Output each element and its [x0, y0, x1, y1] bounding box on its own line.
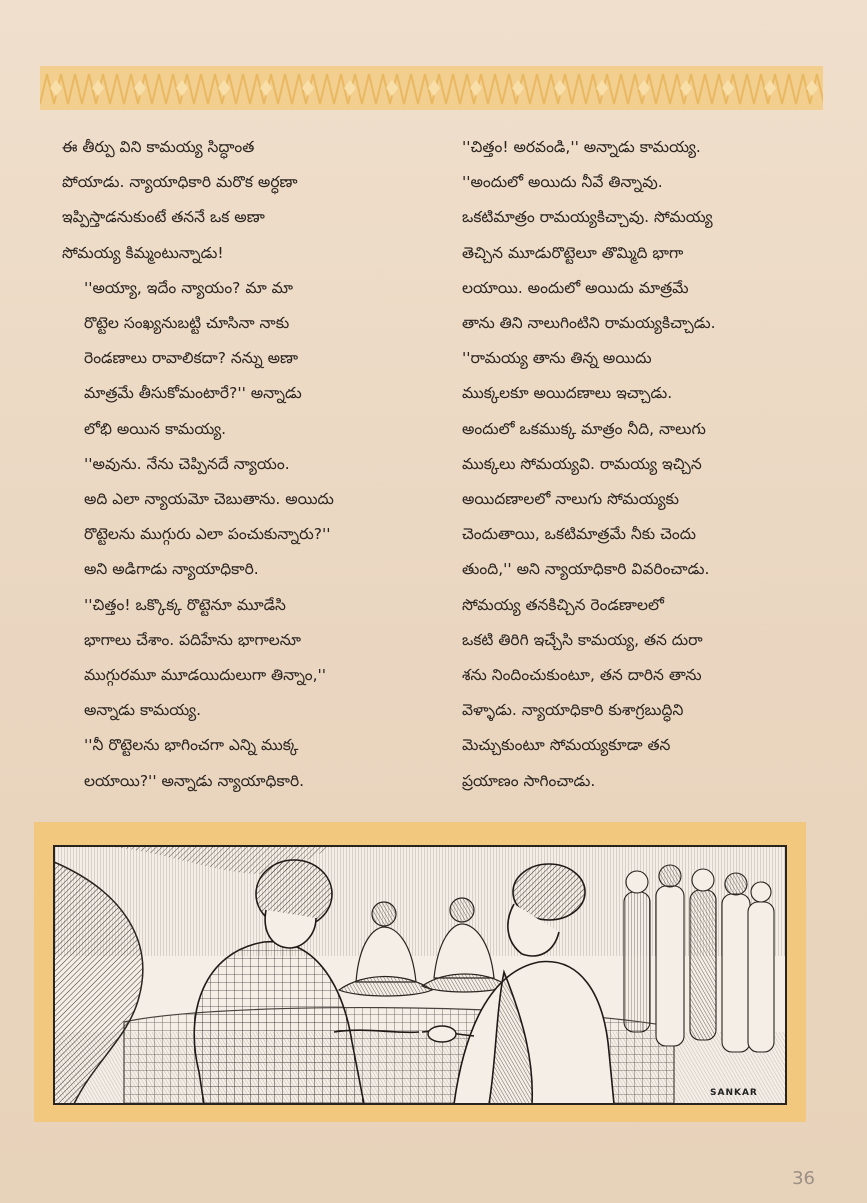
text-line: సోమయ్య కిమ్మంటున్నాడు! [62, 243, 224, 262]
text-line: మెచ్చుకుంటూ సోమయ్యకూడా తన [462, 736, 671, 755]
text-line: ఇప్పిస్తాడనుకుంటే తననే ఒక అణా [62, 208, 265, 227]
paragraph [440, 165, 806, 341]
left-text-column [62, 130, 414, 799]
paragraph [62, 130, 414, 271]
text-line: ''రామయ్య తాను తిన్న అయిదు [462, 349, 652, 368]
text-line: ''చిత్తం! ఒక్కొక్క రొట్టెనూ మూడేసి [84, 595, 286, 614]
text-line: పోయాడు. న్యాయాధికారి మరొక అర్ధణా [62, 173, 298, 192]
text-line: తెచ్చిన మూడురొట్టెలూ తొమ్మిది భాగా [462, 243, 684, 262]
text-line: లయాయి. అందులో అయిదు మాత్రమే [462, 278, 689, 297]
decorative-header-border [40, 66, 823, 110]
text-line: ''అయ్యా, ఇదేం న్యాయం? మా మా [84, 278, 294, 297]
text-line: తుంది,'' అని న్యాయాధికారి వివరించాడు. [462, 560, 710, 579]
text-line: ఒకటిమాత్రం రామయ్యకిచ్చావు. సోమయ్య [462, 208, 713, 227]
text-line: రొట్టెలను ముగ్గురు ఎలా పంచుకున్నారు?'' [84, 525, 331, 544]
story-illustration [34, 822, 806, 1122]
text-line: ఈ తీర్పు విని కామయ్య సిద్ధాంత [62, 138, 255, 156]
text-line: అది ఎలా న్యాయమో చెబుతాను. అయిదు [84, 490, 334, 509]
text-line: భాగాలు చేశాం. పదిహేను భాగాలనూ [84, 630, 301, 649]
text-line: ''నీ రొట్టెలను భాగించగా ఎన్ని ముక్క [84, 736, 299, 755]
text-line: సోమయ్య తనకిచ్చిన రెండణాలలో [462, 595, 664, 614]
hands [428, 1026, 456, 1042]
text-line: అందులో ఒకముక్క మాత్రం నీది, నాలుగు [462, 419, 706, 438]
text-line: అయిదణాలలో నాలుగు సోమయ్యకు [462, 490, 679, 509]
illustration-drawing [34, 822, 806, 1122]
text-line: లయాయి?'' అన్నాడు న్యాయాధికారి. [84, 771, 305, 790]
text-line: ఒకటి తిరిగి ఇచ్చేసి కామయ్య, తన దురా [462, 630, 703, 649]
text-line: అన్నాడు కామయ్య. [84, 701, 202, 720]
paragraph [62, 728, 414, 798]
paragraph [440, 588, 806, 799]
text-line: చెందుతాయి, ఒకటిమాత్రమే నీకు చెందు [462, 525, 697, 544]
text-line: అని అడిగాడు న్యాయాధికారి. [84, 560, 259, 579]
text-line: లోభి అయిన కామయ్య. [84, 419, 227, 438]
text-line: ముక్కలకూ అయిదణాలు ఇచ్చాడు. [462, 384, 673, 403]
text-line: రెండణాలు రావాలికదా? నన్ను అణా [84, 349, 299, 368]
text-line: వెళ్ళాడు. న్యాయాధికారి కుశాగ్రబుద్ధిని [462, 701, 684, 720]
text-line: ''అందులో అయిదు నీవే తిన్నావు. [462, 173, 663, 192]
text-line: ముక్కలు సోమయ్యవి. రామయ్య ఇచ్చిన [462, 454, 702, 473]
paragraph [62, 447, 414, 588]
paragraph [62, 271, 414, 447]
border-ornament [40, 66, 823, 110]
text-line: ముగ్గురమూ మూడయిదులుగా తిన్నాం,'' [84, 666, 327, 685]
artist-signature: SANKAR [710, 1088, 758, 1098]
text-line: ''అవును. నేను చెప్పినదే న్యాయం. [84, 454, 290, 473]
text-line: ''చిత్తం! అరవండి,'' అన్నాడు కామయ్య. [462, 138, 701, 156]
paragraph [440, 341, 806, 587]
paragraph [440, 130, 806, 165]
right-text-column [440, 130, 806, 799]
paragraph [62, 588, 414, 729]
text-line: రొట్టెల సంఖ్యనుబట్టి చూసినా నాకు [84, 314, 290, 333]
page-number: 36 [792, 1168, 815, 1189]
text-line: తాను తిని నాలుగింటిని రామయ్యకిచ్చాడు. [462, 314, 716, 333]
text-line: ప్రయాణం సాగించాడు. [462, 771, 596, 790]
text-line: శను నిందించుకుంటూ, తన దారిన తాను [462, 666, 702, 685]
text-line: మాత్రమే తీసుకోమంటారే?'' అన్నాడు [84, 384, 302, 403]
